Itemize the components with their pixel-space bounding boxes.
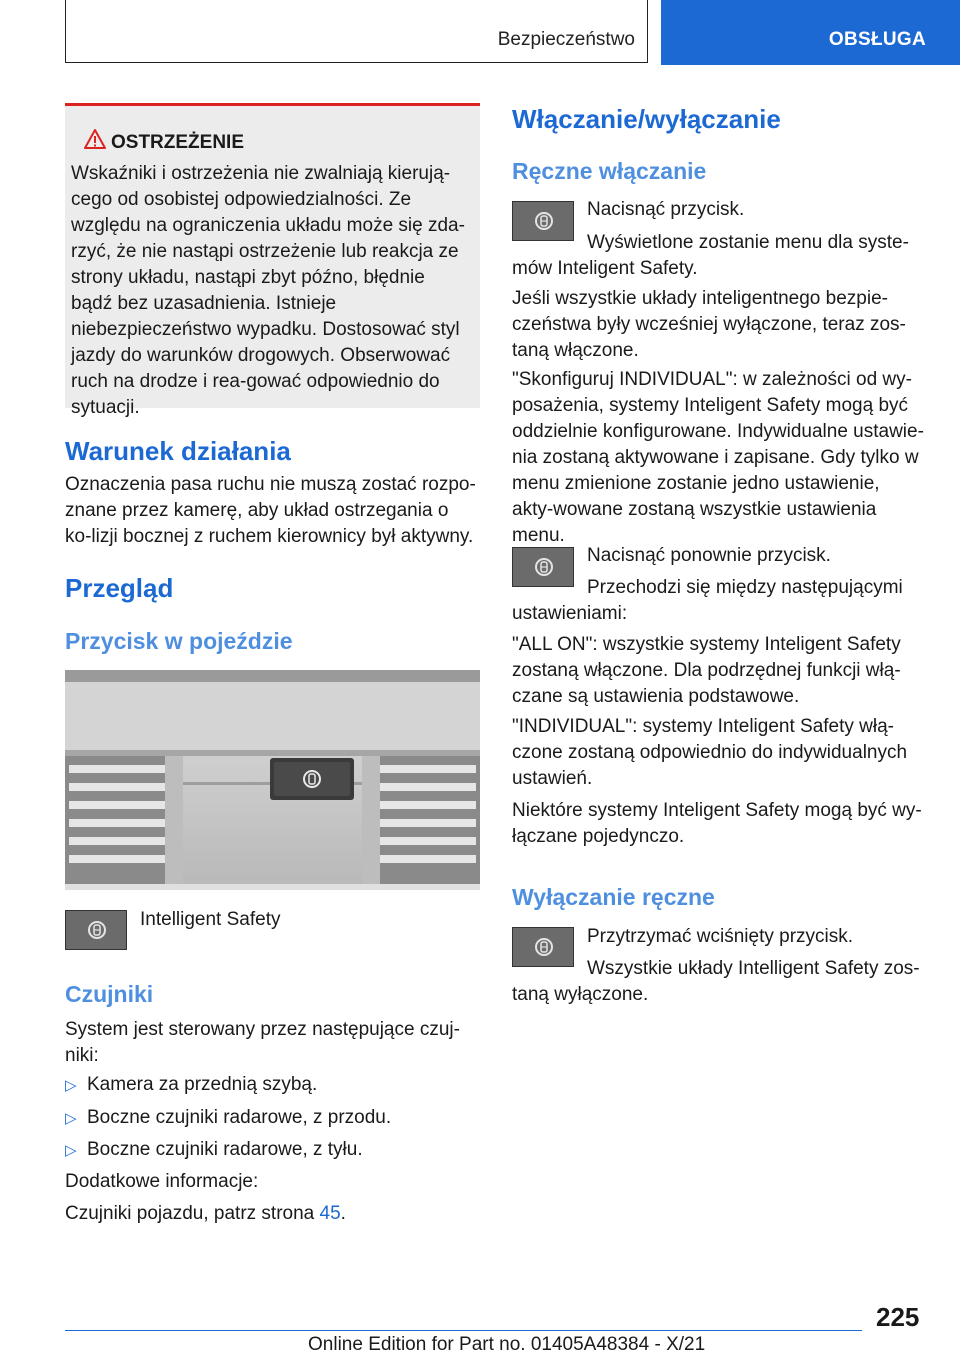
reference-line: Czujniki pojazdu, patrz strona 45. — [65, 1203, 346, 1224]
individual-text: "INDIVIDUAL": systemy Inteligent Safety włą-czone zostaną odpowiednio do indywidualnych ustawień. — [512, 716, 908, 789]
list-item: ▷ Kamera za przednią szybą. — [65, 1072, 317, 1099]
extra-info: Dodatkowe informacje: — [65, 1171, 259, 1192]
list-item: ▷ Boczne czujniki radarowe, z tyłu. — [65, 1137, 363, 1164]
list-item: ▷ Boczne czujniki radarowe, z przodu. — [65, 1105, 391, 1132]
intelligent-safety-button-icon — [65, 910, 127, 950]
all-off-before-text: Jeśli wszystkie układy inteligentnego bezpie-czeństwa były wcześniej wyłączone, teraz zos-taną włączone. — [512, 288, 906, 361]
switches-text: Przechodzi się między następującymi ustawieniami: — [512, 577, 903, 624]
console-photo — [65, 670, 480, 890]
page-link[interactable]: 45 — [319, 1203, 341, 1224]
warning-triangle-icon — [83, 128, 107, 150]
press-again-text: Nacisnąć ponownie przycisk. — [587, 545, 831, 566]
header-chapter-title: OBSŁUGA — [828, 29, 926, 50]
bullet-triangle-icon: ▷ — [65, 1110, 77, 1127]
condition-heading: Warunek działania — [65, 436, 291, 466]
header-section-box — [65, 0, 648, 63]
overview-heading: Przegląd — [65, 573, 174, 603]
button-label: Intelligent Safety — [140, 909, 281, 930]
sensors-heading: Czujniki — [65, 981, 154, 1007]
bullet-triangle-icon: ▷ — [65, 1077, 77, 1094]
all-off-text: Wszystkie układy Intelligent Safety zos-taną wyłączone. — [512, 958, 920, 1005]
footer-divider — [65, 1330, 862, 1331]
warning-box — [65, 103, 480, 418]
footer-edition: Online Edition for Part no. 01405A48384 - X/21 — [308, 1334, 706, 1355]
bullet-triangle-icon: ▷ — [65, 1142, 77, 1159]
condition-text: Oznaczenia pasa ruchu nie muszą zostać rozpo-znane przez kamerę, aby układ ostrzegania o ko-lizji bocznej z ruchem kierownicy był aktywny. — [65, 474, 476, 547]
header-section-title: Bezpieczeństwo — [497, 29, 635, 50]
page-number: 225 — [876, 1302, 920, 1332]
warning-title: OSTRZEŻENIE — [111, 132, 245, 153]
configure-text: "Skonfiguruj INDIVIDUAL": w zależności od wy-posażenia, systemy Inteligent Safety mogą być oddzielnie konfigurowane. Indywidualne ustawie-nia zostaną aktywowane i zapisane. Gdy tylko w menu zmienione zostanie jedno ustawienie, akty-wowane zostaną wszystkie ustawienia menu. — [512, 369, 924, 546]
manual-on-heading: Ręczne włączanie — [512, 158, 707, 184]
all-on-text: "ALL ON": wszystkie systemy Inteligent Safety zostaną włączone. Dla podrzędnej funkcji włą-czane są ustawienia podstawowe. — [512, 634, 901, 707]
warning-bar — [65, 103, 480, 106]
onoff-heading: Włączanie/wyłączanie — [512, 104, 781, 134]
press-button-text: Nacisnąć przycisk. — [587, 199, 745, 220]
menu-shown-text: Wyświetlone zostanie menu dla syste-mów Inteligent Safety. — [512, 232, 909, 279]
warning-text: Wskaźniki i ostrzeżenia nie zwalniają kierują-cego od osobistej odpowiedzialności. Ze względu na ograniczenia układu może się zda-rzyć, że nie nastąpi ostrzeżenie lub reakcja ze strony układu, nastąpi zbyt późno, błędnie bądź bez uzasadnienia. Istnieje niebezpieczeństwo wypadku. Dostosować styl jazdy do warunków drogowych. Obserwować ruch na drodze i rea-gować odpowiednio do sytuacji. — [71, 163, 465, 418]
some-systems-text: Niektóre systemy Inteligent Safety mogą być wy-łączane pojedynczo. — [512, 800, 922, 847]
button-heading: Przycisk w pojeździe — [65, 628, 293, 654]
hold-button-text: Przytrzymać wciśnięty przycisk. — [587, 926, 854, 947]
manual-off-heading: Wyłączanie ręczne — [512, 884, 715, 910]
sensors-intro: System jest sterowany przez następujące czuj-niki: — [65, 1019, 460, 1066]
header-chapter-tab — [661, 0, 960, 65]
